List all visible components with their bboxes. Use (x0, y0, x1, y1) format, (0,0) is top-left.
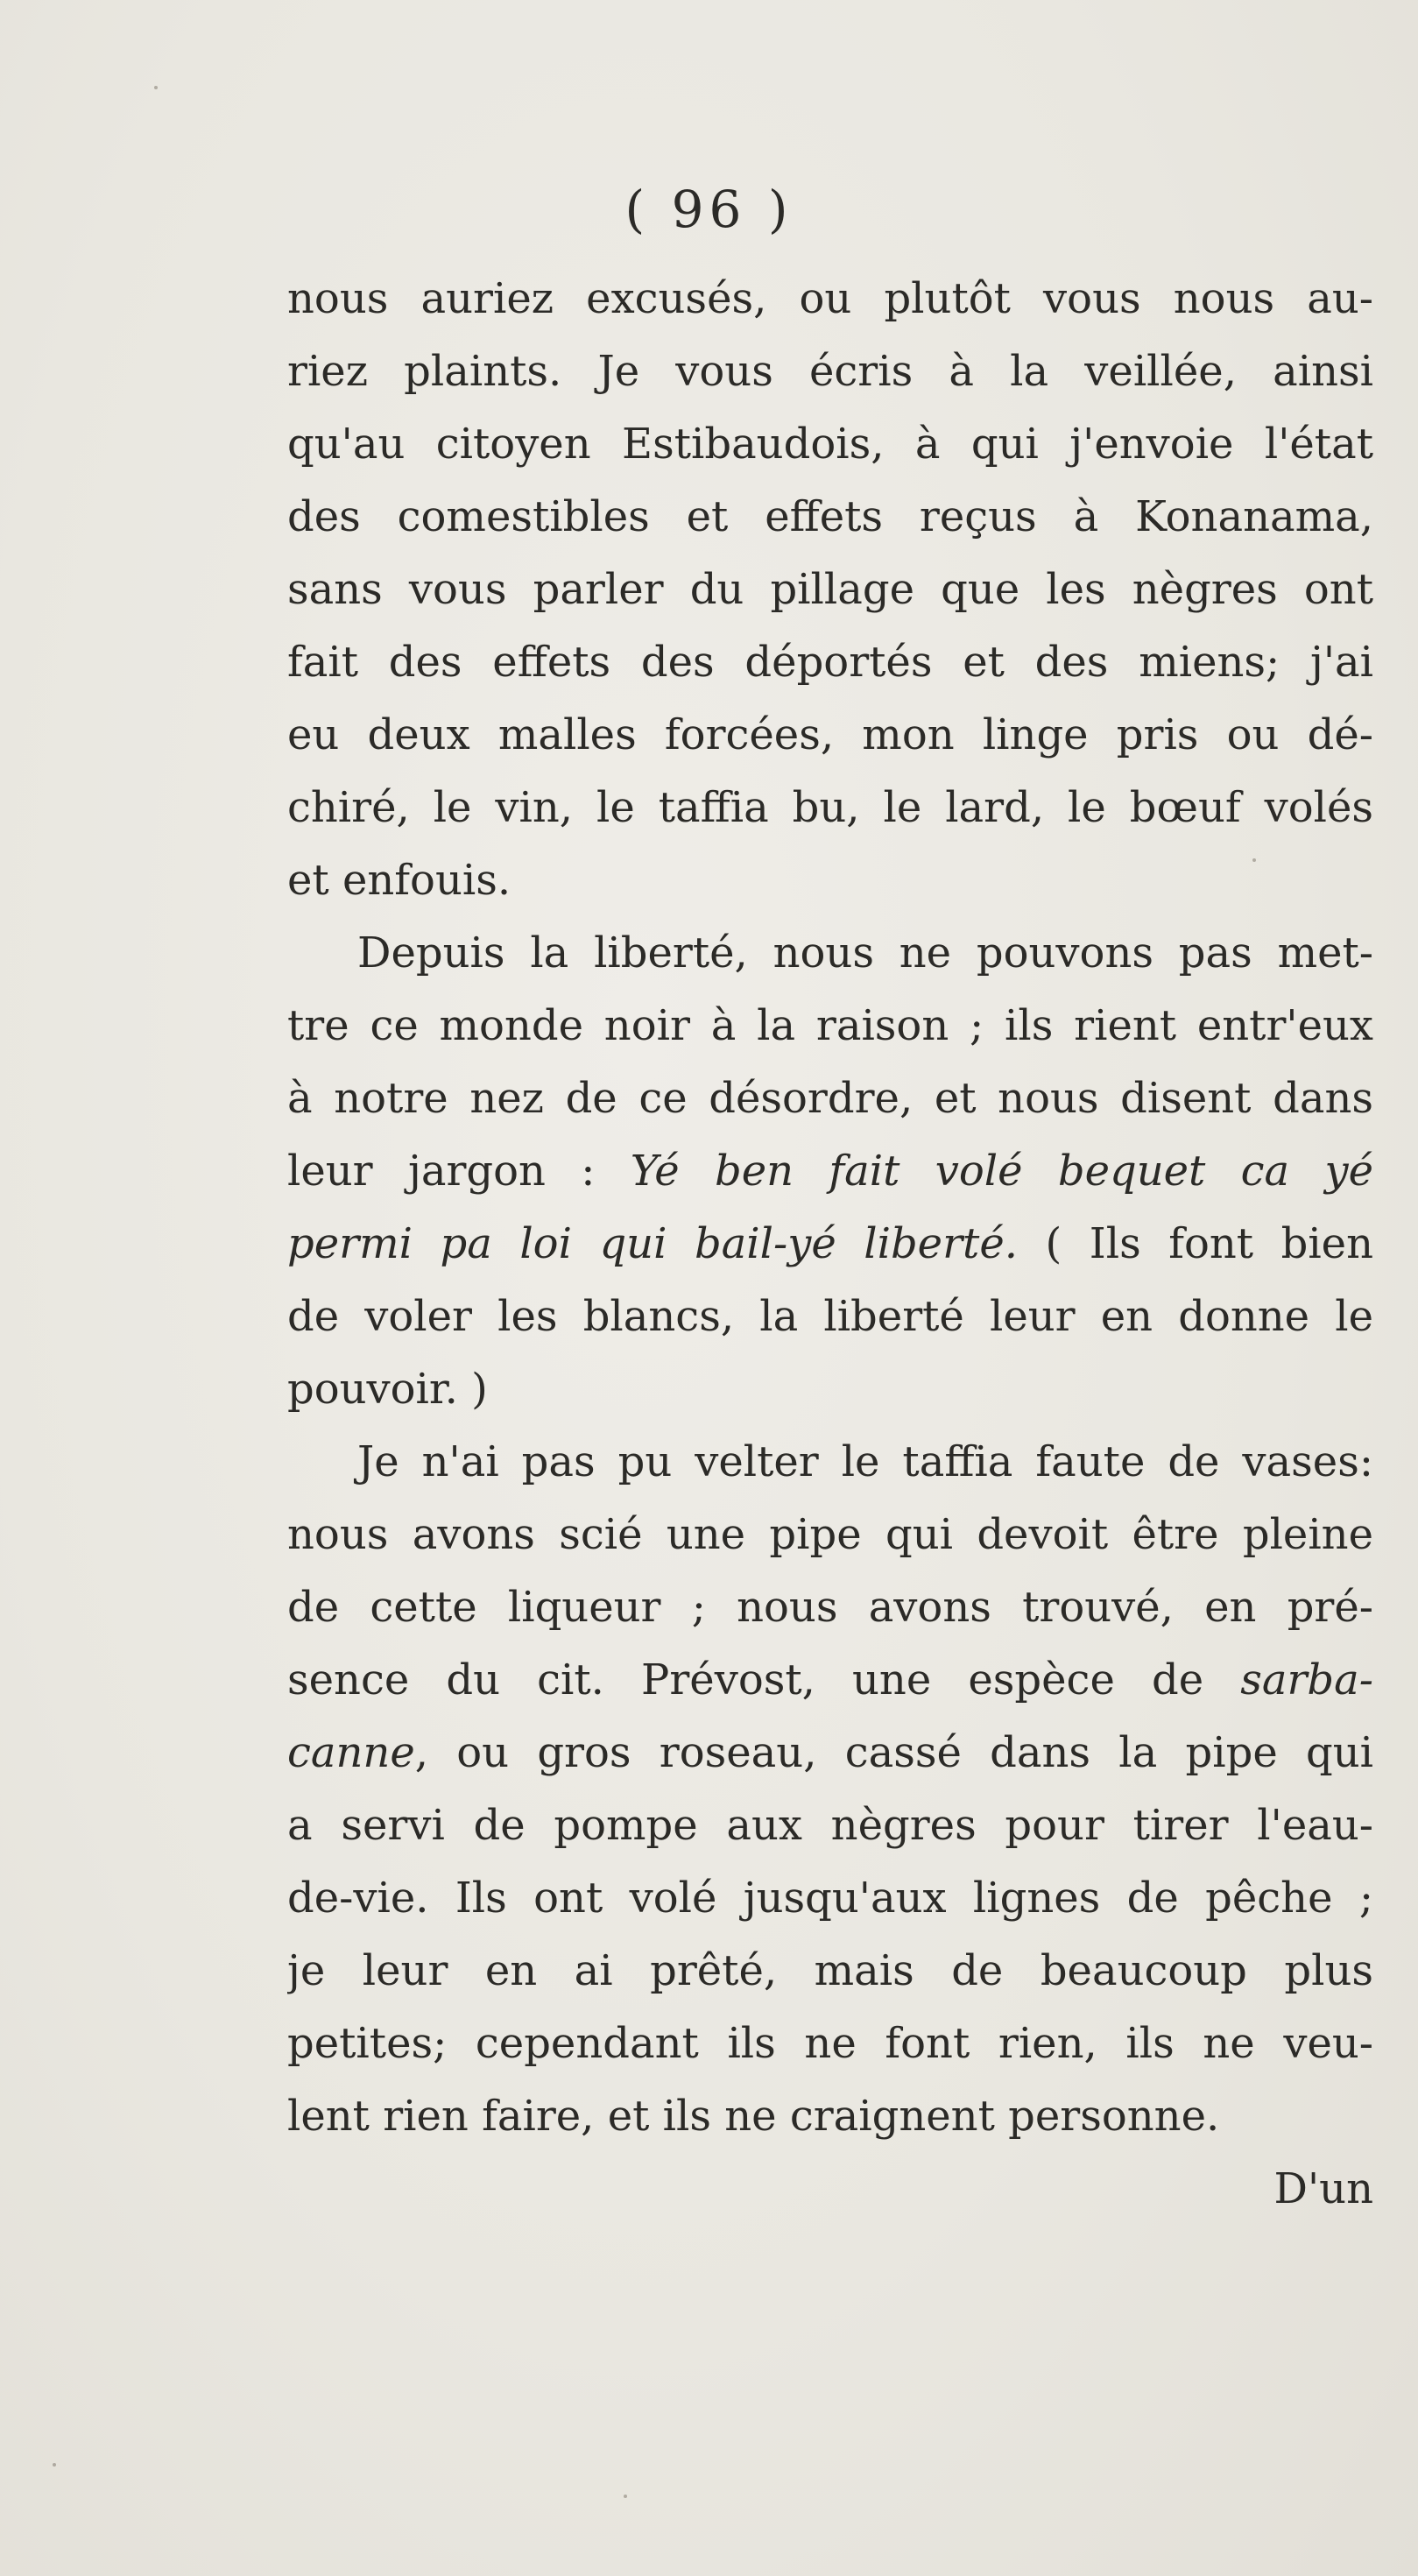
line-text: pouvoir. ) (287, 1365, 488, 1414)
text-line (287, 844, 1373, 917)
paper-speck (154, 86, 158, 89)
line-text: de voler les blancs, la liberté leur en donne le (287, 1292, 1373, 1341)
line-text: Je n'ai pas pu velter le taffia faute de vases: (357, 1437, 1373, 1486)
italic-word: sarba- (1240, 1655, 1373, 1704)
text-line (287, 408, 1373, 481)
creole-quote: Yé ben fait volé bequet ca yé (630, 1147, 1373, 1196)
text-line (287, 1644, 1373, 1717)
text-line (287, 772, 1373, 844)
text-line (287, 1426, 1373, 1499)
line-text: nous avons scié une pipe qui devoit être pleine (287, 1510, 1373, 1559)
italic-word: canne (287, 1728, 415, 1777)
line-text: nous auriez excusés, ou plutôt vous nous au- (287, 274, 1373, 323)
line-text: lent rien faire, et ils ne craignent personne. (287, 2092, 1220, 2141)
line-text: a servi de pompe aux nègres pour tirer l'eau- (287, 1801, 1373, 1850)
text-line (287, 1935, 1373, 2008)
text-line (287, 1862, 1373, 1935)
creole-quote: permi pa loi qui bail-yé liberté. (287, 1219, 1018, 1268)
line-text: de-vie. Ils ont volé jusqu'aux lignes de pêche ; (287, 1874, 1373, 1923)
paper-speck (1252, 858, 1256, 862)
text-line (287, 554, 1373, 626)
text-line (287, 1062, 1373, 1135)
paper-speck (624, 2495, 627, 2498)
text-line (287, 2080, 1373, 2153)
text-line (287, 1353, 1373, 1426)
line-text: sence du cit. Prévost, une espèce de (287, 1655, 1241, 1704)
line-text: chiré, le vin, le taffia bu, le lard, le bœuf volés (287, 783, 1373, 832)
line-text: leur jargon : (287, 1147, 631, 1196)
line-text: qu'au citoyen Estibaudois, à qui j'envoie l'état (287, 420, 1373, 469)
text-line (287, 626, 1373, 699)
text-line (287, 1717, 1373, 1789)
line-text: petites; cependant ils ne font rien, ils ne veu- (287, 2019, 1373, 2068)
line-text: sans vous parler du pillage que les nègres ont (287, 565, 1373, 614)
line-text: fait des effets des déportés et des miens; j'ai (287, 638, 1373, 687)
line-text: des comestibles et effets reçus à Konanama, (287, 492, 1373, 541)
text-line (287, 1571, 1373, 1644)
text-line (287, 335, 1373, 408)
catchword (287, 2153, 1373, 2226)
text-line (287, 990, 1373, 1062)
body-text (287, 263, 1373, 2226)
line-text: et enfouis. (287, 856, 511, 905)
line-text: tre ce monde noir à la raison ; ils rient entr'eux (287, 1001, 1373, 1050)
line-text: ( Ils font bien (1018, 1219, 1373, 1268)
text-line (287, 2008, 1373, 2080)
line-text: je leur en ai prêté, mais de beaucoup plus (287, 1946, 1373, 1995)
text-line (287, 699, 1373, 772)
line-text: riez plaints. Je vous écris à la veillée, ainsi (287, 347, 1373, 396)
text-line (287, 1135, 1373, 1208)
line-text: Depuis la liberté, nous ne pouvons pas met- (357, 928, 1373, 977)
text-line (287, 1281, 1373, 1353)
text-line (287, 1499, 1373, 1571)
catchword-text: D'un (1273, 2164, 1373, 2213)
text-line (287, 1789, 1373, 1862)
line-text: eu deux malles forcées, mon linge pris ou dé- (287, 710, 1373, 759)
line-text: de cette liqueur ; nous avons trouvé, en pré- (287, 1583, 1373, 1632)
line-text: à notre nez de ce désordre, et nous disent dans (287, 1074, 1373, 1123)
text-line (287, 1208, 1373, 1281)
paper-speck (53, 2463, 56, 2467)
line-text: , ou gros roseau, cassé dans la pipe qui (414, 1728, 1373, 1777)
text-line (287, 917, 1373, 990)
text-line (287, 263, 1373, 335)
text-line (287, 481, 1373, 554)
page-number: ( 96 ) (624, 180, 794, 239)
